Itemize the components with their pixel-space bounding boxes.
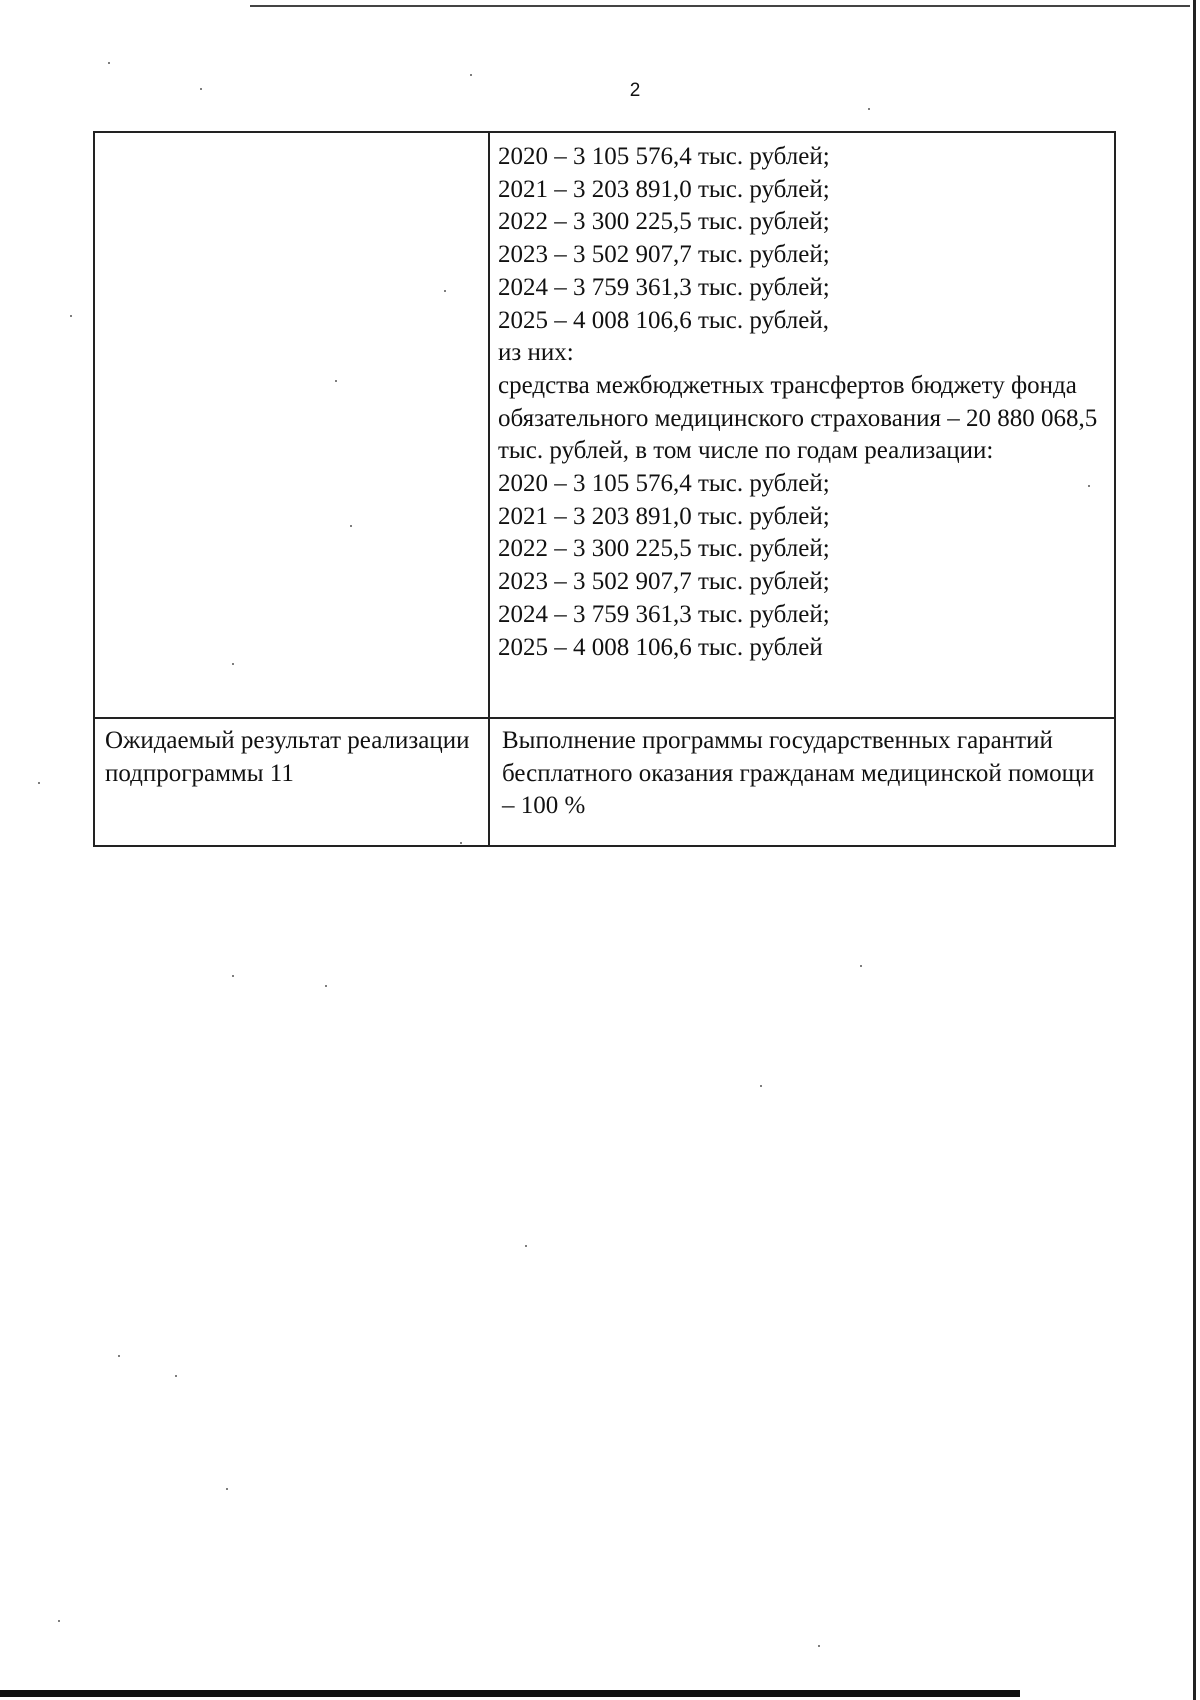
program-passport-table [93,131,1116,847]
scan-speck [70,315,72,317]
financing-label-cell [94,132,489,718]
total-year-2024: 2024 – 3 759 361,3 тыс. рублей; [498,273,830,301]
scan-speck [118,1355,120,1357]
total-year-2021: 2021 – 3 203 891,0 тыс. рублей; [498,175,830,203]
scan-speck [58,1620,60,1622]
scan-speck [760,1085,762,1087]
scan-speck [1088,485,1090,487]
transfer-year-2025: 2025 – 4 008 106,6 тыс. рублей [498,633,823,661]
total-year-2023: 2023 – 3 502 907,7 тыс. рублей; [498,241,830,269]
scan-speck [460,842,462,844]
of-them-label: из них: [498,339,574,367]
scan-speck [325,985,327,987]
scan-speck [860,965,862,967]
scan-top-edge [250,5,1190,7]
transfer-year-2023: 2023 – 3 502 907,7 тыс. рублей; [498,568,830,596]
scan-speck [38,782,40,784]
total-year-2020: 2020 – 3 105 576,4 тыс. рублей; [498,143,830,170]
expected-result-label: Ожидаемый результат реализации подпрограммы 11 [94,718,489,846]
page-number: 2 [629,80,641,101]
transfer-year-2024: 2024 – 3 759 361,3 тыс. рублей; [498,600,830,628]
transfers-text: средства межбюджетных трансфертов бюджету фонда обязательного медицинского страхования – 20 880 068,5 тыс. рублей, в том числе по годам реализации: [498,371,1098,465]
scan-speck [525,1245,527,1247]
scan-speck [232,663,234,665]
expected-result-value: Выполнение программы государственных гарантий бесплатного оказания гражданам медицинской помощи – 100 % [489,718,1115,846]
scan-speck [200,88,202,90]
scan-right-edge [1193,0,1196,1700]
scan-speck [868,108,870,110]
transfer-year-2020: 2020 – 3 105 576,4 тыс. рублей; [498,470,830,498]
scan-speck [818,1645,820,1647]
total-year-2022: 2022 – 3 300 225,5 тыс. рублей; [498,208,830,236]
scan-bottom-edge [0,1690,1020,1697]
scan-speck [444,290,446,292]
transfer-year-2021: 2021 – 3 203 891,0 тыс. рублей; [498,502,830,530]
scan-speck [335,380,337,382]
transfer-year-2022: 2022 – 3 300 225,5 тыс. рублей; [498,535,830,563]
total-year-2025: 2025 – 4 008 106,6 тыс. рублей, [498,306,829,334]
scan-speck [175,1375,177,1377]
scan-speck [108,62,110,64]
scan-speck [350,525,352,527]
scan-speck [232,975,234,977]
financing-row [94,132,1115,718]
financing-value-cell [489,132,1115,718]
expected-result-row [94,718,1115,846]
scan-speck [470,74,472,76]
scan-speck [226,1488,228,1490]
